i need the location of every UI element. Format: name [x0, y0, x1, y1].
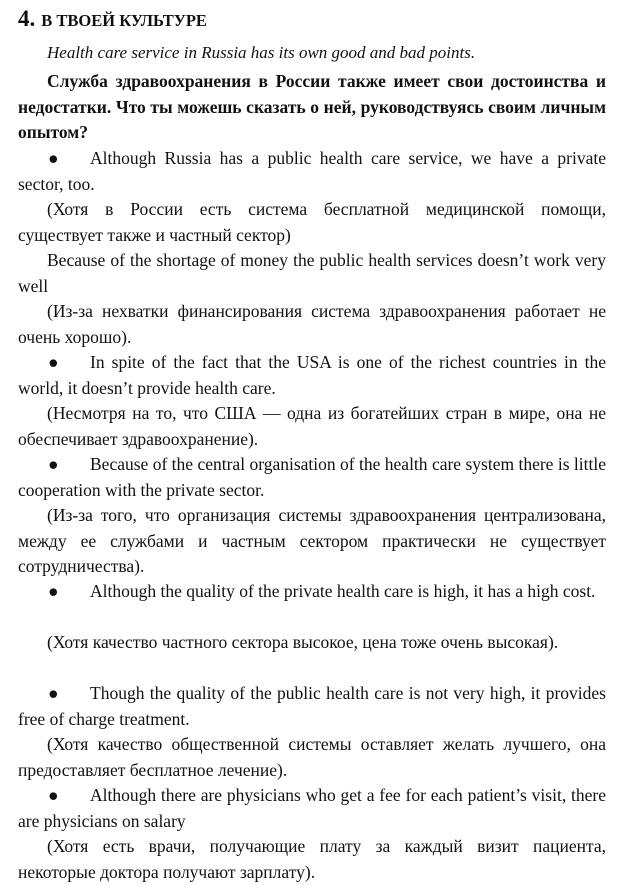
russian-prompt: Служба здравоохранения в России также имеет свои достоинства и недостатки. Что ты можешь сказать о ней, руководствуясь своим личным опытом?	[18, 71, 606, 142]
bullet-icon: ●	[48, 148, 59, 168]
list-item-english	[18, 579, 606, 605]
list-item-english	[18, 681, 606, 732]
english-sentence: Although Russia has a public health care service, we have a private sector, too.	[18, 148, 606, 194]
list-item-russian: (Хотя качество частного сектора высокое, цена тоже очень высокая).	[47, 632, 559, 652]
list-item-russian: (Из-за того, что организация системы здравоохранения централизована, между ее службами и частным сектором практически не существует сотрудничества).	[18, 505, 606, 576]
bullet-icon: ●	[48, 581, 59, 601]
section-number: 4.	[18, 6, 36, 31]
list-item-russian: (Из-за нехватки финансирования система здравоохранения работает не очень хорошо).	[18, 301, 606, 347]
english-sentence: Because of the central organisation of the health care system there is little cooperation with the private sector.	[18, 454, 606, 500]
list-item-english	[18, 350, 606, 401]
list-item-russian: (Хотя есть врачи, получающие плату за каждый визит пациента, некоторые доктора получают зарплату).	[18, 836, 606, 882]
section-heading	[18, 6, 207, 32]
list-item-russian: (Несмотря на то, что США — одна из богатейших стран в мире, она не обеспечивает здравоохранение).	[18, 403, 606, 449]
bullet-icon: ●	[48, 785, 59, 805]
list-item-english	[18, 146, 606, 197]
bullet-icon: ●	[48, 352, 59, 372]
bullet-icon: ●	[48, 683, 59, 703]
list-item-russian: (Хотя качество общественной системы оставляет желать лучшего, она предоставляет бесплатное лечение).	[18, 734, 606, 780]
english-subtitle: Health care service in Russia has its own good and bad points.	[47, 43, 476, 62]
english-sentence: Although there are physicians who get a fee for each patient’s visit, there are physicians on salary	[18, 785, 606, 831]
list-item-russian: (Хотя в России есть система бесплатной медицинской помощи, существует также и частный сектор)	[18, 199, 606, 245]
list-item-english	[18, 452, 606, 503]
english-sentence: Although the quality of the private health care is high, it has a high cost.	[90, 581, 596, 601]
bullet-icon: ●	[48, 454, 59, 474]
english-sentence: In spite of the fact that the USA is one of the richest countries in the world, it doesn’t provide health care.	[18, 352, 606, 398]
list-item-english: Because of the shortage of money the public health services doesn’t work very well	[18, 250, 606, 296]
section-title: В ТВОЕЙ КУЛЬТУРЕ	[41, 11, 207, 30]
english-sentence: Though the quality of the public health care is not very high, it provides free of charge treatment.	[18, 683, 606, 729]
list-item-english	[18, 783, 606, 834]
